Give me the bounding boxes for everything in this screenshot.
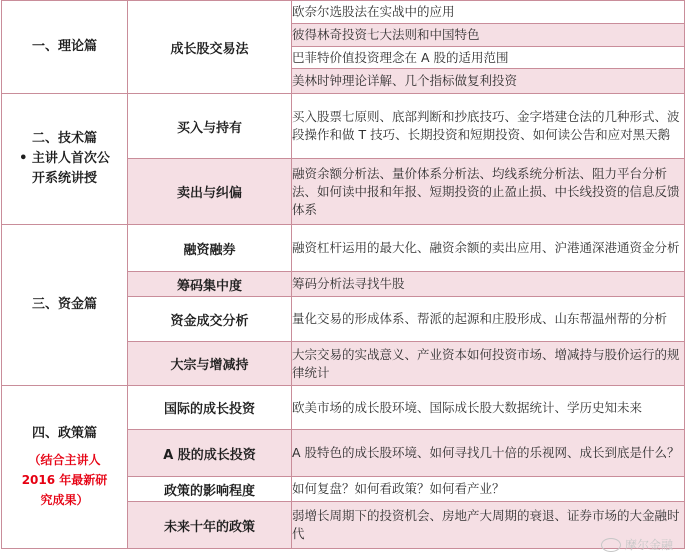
description-cell: 如何复盘？如何看政策？如何看产业？: [292, 477, 685, 502]
watermark: [601, 536, 673, 553]
description-cell: 量化交易的形成体系、帮派的起源和庄股形成、山东帮温州帮的分析: [292, 297, 685, 342]
section-title: 三、资金篇: [31, 297, 97, 312]
topic-cell: 资金成交分析: [128, 297, 292, 342]
section-policy: [2, 386, 128, 549]
table-row: [2, 386, 685, 430]
topic-cell: 国际的成长投资: [128, 386, 292, 430]
section-note: （结合主讲人 2016 年最新研究成果）: [21, 453, 108, 507]
section-capital: [2, 225, 128, 386]
description-cell: 美林时钟理论详解、几个指标做复利投资: [292, 69, 685, 94]
topic-cell: 融资融券: [128, 225, 292, 272]
description-cell: 巴菲特价值投资理念在 A 股的适用范围: [292, 47, 685, 69]
watermark-logo-icon: [601, 538, 621, 552]
description-cell: 大宗交易的实战意义、产业资本如何投资市场、增减持与股价运行的规律统计: [292, 342, 685, 386]
topic-cell: 政策的影响程度: [128, 477, 292, 502]
description-cell: 彼得林奇投资七大法则和中国特色: [292, 24, 685, 47]
description-cell: 筹码分析法寻找牛股: [292, 272, 685, 297]
description-cell: A 股特色的成长股环境、如何寻找几十倍的乐视网、成长到底是什么？: [292, 430, 685, 477]
description-cell: 欧奈尔选股法在实战中的应用: [292, 1, 685, 24]
table-row: [2, 225, 685, 272]
topic-cell: 成长股交易法: [128, 1, 292, 94]
topic-cell: 卖出与纠偏: [128, 159, 292, 225]
table-row: [2, 94, 685, 159]
topic-cell: 未来十年的政策: [128, 502, 292, 549]
course-syllabus-table: [1, 0, 685, 549]
section-note: • 主讲人首次公开系统讲授: [19, 151, 110, 186]
section-title: 二、技术篇: [31, 131, 97, 146]
description-cell: 欧美市场的成长股环境、国际成长股大数据统计、学历史知未来: [292, 386, 685, 430]
topic-cell: A 股的成长投资: [128, 430, 292, 477]
description-cell: 融资余额分析法、量价体系分析法、均线系统分析法、阻力平台分析法、如何读中报和年报、短期投资的止盈止损、中长线投资的信息反馈体系: [292, 159, 685, 225]
description-cell: 买入股票七原则、底部判断和抄底技巧、金字塔建仓法的几种形式、波段操作和做 T 技巧、长期投资和短期投资、如何读公告和应对黑天鹅: [292, 94, 685, 159]
section-technique: [2, 94, 128, 225]
topic-cell: 筹码集中度: [128, 272, 292, 297]
topic-cell: 买入与持有: [128, 94, 292, 159]
watermark-text: 摩尔金融: [624, 538, 673, 552]
table-row: [2, 1, 685, 24]
description-cell: 融资杠杆运用的最大化、融资余额的卖出应用、沪港通深港通资金分析: [292, 225, 685, 272]
description-cell: 弱增长周期下的投资机会、房地产大周期的衰退、证券市场的大金融时代: [292, 502, 685, 549]
topic-cell: 大宗与增减持: [128, 342, 292, 386]
section-title: 一、理论篇: [31, 39, 97, 54]
section-theory: [2, 1, 128, 94]
section-title: 四、政策篇: [31, 426, 97, 441]
